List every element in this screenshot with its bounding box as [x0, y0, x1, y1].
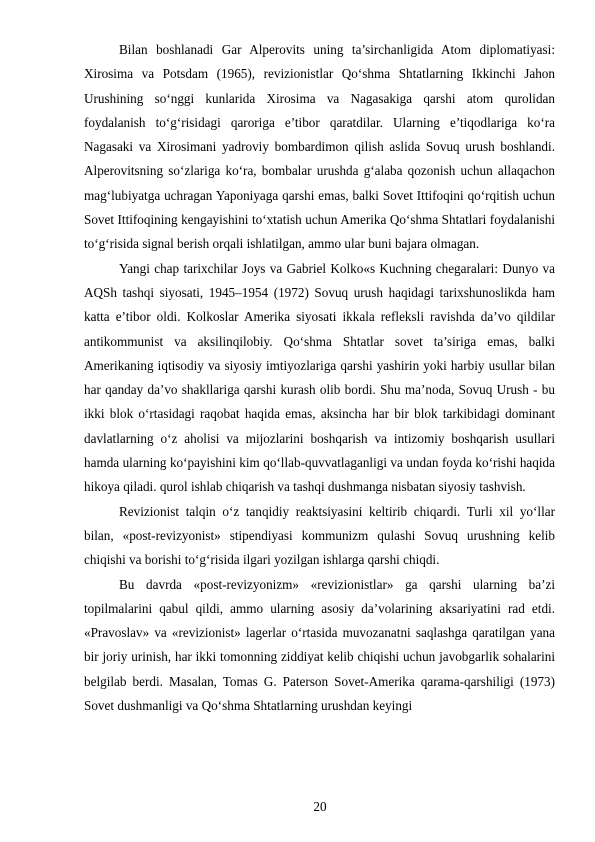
- paragraph-2: Yangi chap tarixchilar Joys va Gabriel Kolko«s Kuchning chegaralari: Dunyo va AQSh tashqi siyosati, 1945–1954 (1972) Sovuq urush haqidagi tarixshunoslikda ham katta e’tibor oldi. Kolkoslar Amerika siyosati ikkala refleksli ravishda da’vo qildilar antikommunist va aksilinqilobiy. Qo‘shma Shtatlar sovet ta’siriga emas, balki Amerikaning iqtisodiy va siyosiy imtiyozlariga qarshi yashirin yoki harbiy usullar bilan har qanday da’vo shakllariga qarshi kurash olib bordi. Shu ma’noda, Sovuq Urush - bu ikki blok o‘rtasidagi raqobat haqida emas, aksincha har bir blok tarkibidagi dominant davlatlarning o‘z aholisi va mijozlarini boshqarish va intizomiy boshqarish usullari hamda ularning ko‘payishini kim qo‘llab-quvvatlaganligi va undan foyda ko‘rishi haqida hikoya qiladi. qurol ishlab chiqarish va tashqi dushmanga nisbatan siyosiy tashvish.: [84, 260, 555, 495]
- paragraph-4: Bu davrda «post-revizyonizm» «revizionistlar» ga qarshi ularning ba’zi topilmalarini qabul qildi, ammo ularning asosiy da’volarining aksariyatini rad etdi. «Pravoslav» va «revizionist» lagerlar o‘rtasida muvozanatni saqlashga qaratilgan yana bir joriy urinish, har ikki tomonning ziddiyat kelib chiqishi uchun javobgarlik sohalarini belgilab berdi. Masalan, Tomas G. Paterson Sovet-Amerika qarama-qarshiligi (1973) Sovet dushmanligi va Qo‘shma Shtatlarning urushdan keyingi: [84, 576, 555, 714]
- paragraph-3: Revizionist talqin o‘z tanqidiy reaktsiyasini keltirib chiqardi. Turli xil yo‘llar bilan, «post-revizyonist» stipendiyasi kommunizm qulashi Sovuq urushning kelib chiqishi va borishi to‘g‘risida ilgari yozilgan ishlarga qarshi chiqdi.: [84, 503, 555, 568]
- page-number: 20: [313, 799, 327, 814]
- document-body: [84, 38, 555, 718]
- paragraph-1: Bilan boshlanadi Gar Alperovits uning ta’sirchanligida Atom diplomatiyasi: Xirosima va Potsdam (1965), revizionistlar Qo‘shma Shtatlarning Ikkinchi Jahon Urushining so‘nggi kunlarida Xirosima va Nagasakiga qarshi atom qurolidan foydalanish to‘g‘risidagi qaroriga e’tibor qaratdilar. Ularning e’tiqodlariga ko‘ra Nagasaki va Xirosimani yadroviy bombardimon qilish aslida Sovuq urush boshlandi. Alperovitsning so‘zlariga ko‘ra, bombalar urushda g‘alaba qozonish uchun allaqachon mag‘lubiyatga uchragan Yaponiyaga qarshi emas, balki Sovet Ittifoqini qo‘rqitish uchun Sovet Ittifoqining kengayishini to‘xtatish uchun Amerika Qo‘shma Shtatlari foydalanishi to‘g‘risida signal berish orqali ishlatilgan, ammo ular buni bajara olmagan.: [84, 42, 555, 252]
